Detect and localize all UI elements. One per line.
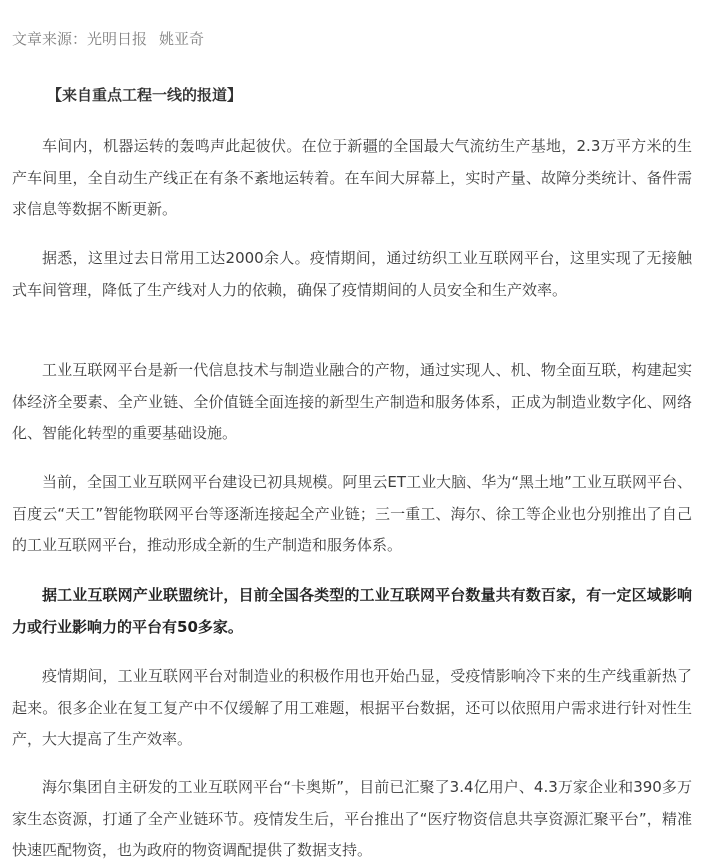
paragraph: 据悉，这里过去日常用工达2000余人。疫情期间，通过纺织工业互联网平台，这里实现了无接触式车间管理，降低了生产线对人力的依赖，确保了疫情期间的人员安全和生产效率。 bbox=[12, 249, 692, 299]
paragraph: 疫情期间，工业互联网平台对制造业的积极作用也开始凸显，受疫情影响冷下来的生产线重新热了起来。很多企业在复工复产中不仅缓解了用工难题，根据平台数据，还可以依照用户需求进行针对性生产，大大提高了生产效率。 bbox=[12, 667, 692, 749]
paragraph: 车间内，机器运转的轰鸣声此起彼伏。在位于新疆的全国最大气流纺生产基地，2.3万平方米的生产车间里，全自动生产线正在有条不紊地运转着。在车间大屏幕上，实时产量、故障分类统计、备件需求信息等数据不断更新。 bbox=[12, 137, 692, 219]
source-label: 文章来源：光明日报 bbox=[12, 30, 148, 48]
paragraph: 当前，全国工业互联网平台建设已初具规模。阿里云ET工业大脑、华为“黑土地”工业互联网平台、百度云“天工”智能物联网平台等逐渐连接起全产业链；三一重工、海尔、徐工等企业也分别推出了自己的工业互联网平台，推动形成全新的生产制造和服务体系。 bbox=[12, 473, 692, 555]
section-title: 【来自重点工程一线的报道】 bbox=[47, 86, 243, 104]
source-author: 姚亚奇 bbox=[159, 30, 205, 48]
paragraph: 工业互联网平台是新一代信息技术与制造业融合的产物，通过实现人、机、物全面互联，构建起实体经济全要素、全产业链、全价值链全面连接的新型生产制造和服务体系，正成为制造业数字化、网络化、智能化转型的重要基础设施。 bbox=[12, 361, 692, 443]
paragraph: 海尔集团自主研发的工业互联网平台“卡奥斯”，目前已汇聚了3.4亿用户、4.3万家企业和390多万家生态资源，打通了全产业链环节。疫情发生后，平台推出了“医疗物资信息共享资源汇聚平台”，精准快速匹配物资，也为政府的物资调配提供了数据支持。 bbox=[12, 778, 692, 860]
article-source bbox=[12, 27, 204, 51]
bold-paragraph: 据工业互联网产业联盟统计，目前全国各类型的工业互联网平台数量共有数百家，有一定区域影响力或行业影响力的平台有50多家。 bbox=[12, 586, 692, 636]
